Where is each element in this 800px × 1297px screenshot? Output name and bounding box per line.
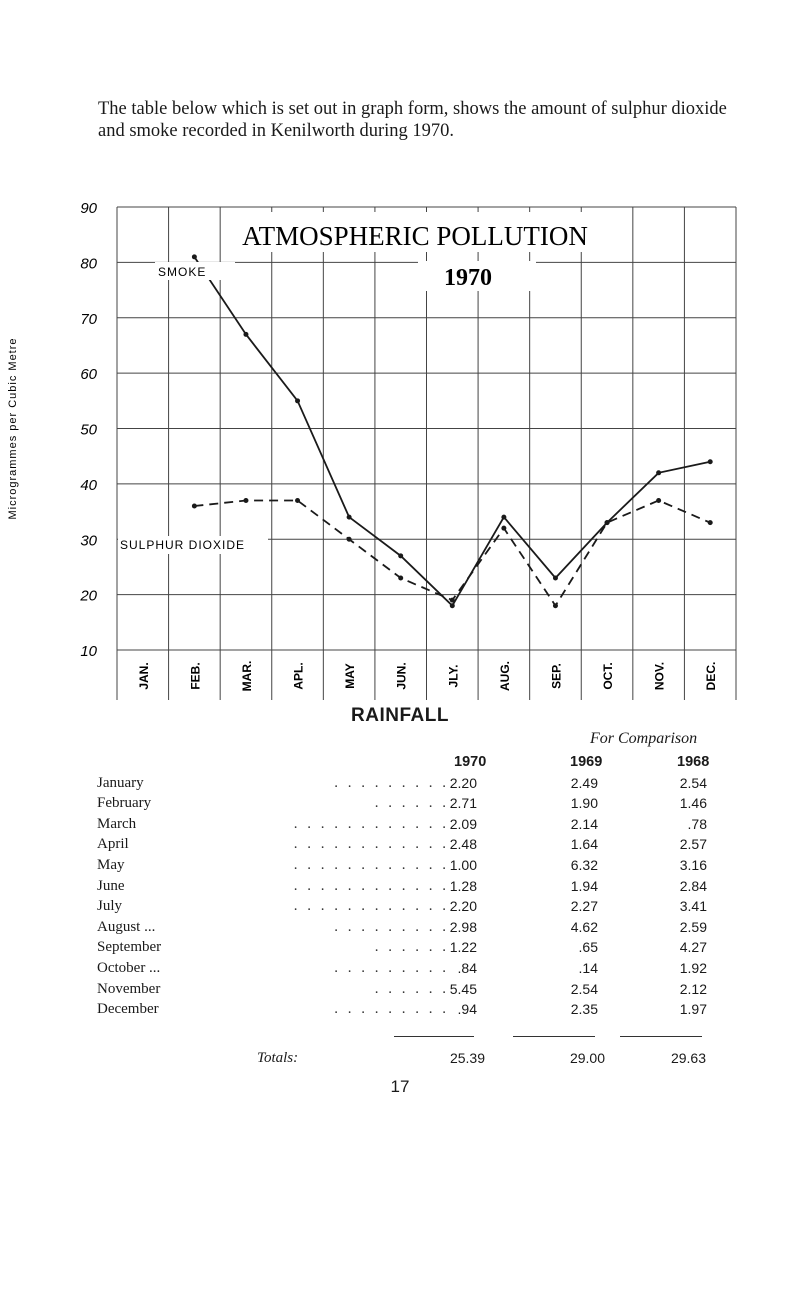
total-1970: 25.39 bbox=[449, 1050, 485, 1066]
month-label: July bbox=[97, 898, 123, 915]
month-label: October ... bbox=[97, 959, 161, 976]
value-1970: 1.22 bbox=[449, 939, 477, 956]
value-1969: .14 bbox=[578, 959, 598, 976]
chart-labels bbox=[7, 200, 718, 691]
value-1969: 4.62 bbox=[570, 918, 598, 935]
leader-dots: . . . . . . . . . bbox=[334, 959, 449, 976]
data-point bbox=[398, 553, 403, 558]
rainfall-row bbox=[97, 919, 737, 940]
category-label: JAN. bbox=[136, 662, 151, 690]
leader-dots: . . . . . . . . . . . . bbox=[293, 815, 449, 832]
month-label: December bbox=[97, 1001, 159, 1018]
value-1968: 1.46 bbox=[679, 795, 707, 812]
value-1970: 2.09 bbox=[449, 815, 477, 832]
y-tick-label: 40 bbox=[80, 476, 97, 494]
leader-dots: . . . . . . bbox=[374, 980, 449, 997]
leader-dots: . . . . . . . . . bbox=[334, 918, 449, 935]
y-tick-label: 60 bbox=[80, 366, 97, 384]
value-1969: .65 bbox=[578, 939, 598, 956]
value-1969: 2.49 bbox=[570, 774, 598, 791]
rainfall-row bbox=[97, 898, 737, 919]
category-label: MAR. bbox=[239, 660, 254, 692]
data-point bbox=[708, 520, 713, 525]
value-1969: 2.35 bbox=[570, 1001, 598, 1018]
rainfall-row bbox=[97, 878, 737, 899]
total-rule-1969 bbox=[513, 1036, 595, 1037]
leader-dots: . . . . . . . . . . . . bbox=[293, 836, 449, 853]
y-tick-label: 20 bbox=[80, 587, 97, 605]
data-point bbox=[450, 603, 455, 608]
category-label: NOV. bbox=[652, 661, 667, 691]
month-label: June bbox=[97, 877, 125, 894]
y-tick-label: 50 bbox=[80, 421, 97, 439]
rainfall-row bbox=[97, 960, 737, 981]
chart-title: ATMOSPHERIC POLLUTION bbox=[242, 221, 588, 251]
month-label: April bbox=[97, 836, 129, 853]
value-1970: 2.98 bbox=[449, 918, 477, 935]
data-point bbox=[605, 520, 610, 525]
rainfall-rows bbox=[97, 775, 737, 1022]
data-point bbox=[192, 254, 197, 259]
data-point bbox=[553, 576, 558, 581]
data-point bbox=[347, 537, 352, 542]
value-1968: 1.92 bbox=[679, 959, 707, 976]
value-1969: 6.32 bbox=[570, 856, 598, 873]
totals-label: Totals: bbox=[257, 1050, 299, 1066]
month-label: May bbox=[97, 856, 125, 873]
value-1970: 2.20 bbox=[449, 774, 477, 791]
data-point bbox=[295, 498, 300, 503]
rainfall-row bbox=[97, 1001, 737, 1022]
total-1968: 29.63 bbox=[670, 1050, 706, 1066]
leader-dots: . . . . . . . . . . . . bbox=[293, 856, 449, 873]
totals-row bbox=[0, 1050, 800, 1072]
month-label: August ... bbox=[97, 918, 156, 935]
total-1969: 29.00 bbox=[569, 1050, 605, 1066]
value-1968: 3.41 bbox=[679, 898, 707, 915]
value-1970: .94 bbox=[457, 1001, 477, 1018]
value-1968: 2.12 bbox=[679, 980, 707, 997]
category-label: OCT. bbox=[601, 662, 616, 690]
chart-series bbox=[192, 254, 713, 608]
value-1968: 2.57 bbox=[679, 836, 707, 853]
data-point bbox=[501, 515, 506, 520]
category-label: DEC. bbox=[704, 661, 719, 691]
page-number: 17 bbox=[390, 1077, 410, 1096]
leader-dots: . . . . . . . . . bbox=[334, 1001, 449, 1018]
rainfall-row bbox=[97, 857, 737, 878]
leader-dots: . . . . . . bbox=[374, 795, 449, 812]
value-1968: 2.84 bbox=[679, 877, 707, 894]
data-point bbox=[398, 576, 403, 581]
data-point bbox=[192, 504, 197, 509]
total-rule-1968 bbox=[620, 1036, 702, 1037]
month-label: September bbox=[97, 939, 162, 956]
month-label: January bbox=[97, 774, 144, 791]
rainfall-row bbox=[97, 981, 737, 1002]
rainfall-title: RAINFALL bbox=[351, 705, 449, 726]
data-point bbox=[243, 332, 248, 337]
value-1968: .78 bbox=[687, 815, 707, 832]
value-1969: 1.64 bbox=[570, 836, 598, 853]
rainfall-row bbox=[97, 939, 737, 960]
leader-dots: . . . . . . . . . . . . bbox=[293, 877, 449, 894]
data-point bbox=[553, 603, 558, 608]
category-label: APL. bbox=[291, 662, 306, 690]
rainfall-row bbox=[97, 775, 737, 796]
category-label: FEB. bbox=[188, 662, 203, 690]
chart-subtitle: 1970 bbox=[444, 265, 492, 291]
value-1968: 3.16 bbox=[679, 856, 707, 873]
category-label: MAY bbox=[343, 663, 358, 689]
value-1969: 2.14 bbox=[570, 815, 598, 832]
value-1970: 1.00 bbox=[449, 856, 477, 873]
intro-paragraph: The table below which is set out in graph form, shows the amount of sulphur dioxide and smoke recorded in Kenilworth during 1970. bbox=[98, 99, 727, 141]
data-point bbox=[656, 498, 661, 503]
leader-dots: . . . . . . bbox=[374, 939, 449, 956]
y-axis-label: Microgrammes per Cubic Metre bbox=[7, 337, 19, 520]
data-point bbox=[656, 470, 661, 475]
value-1970: 5.45 bbox=[449, 980, 477, 997]
header-1968: 1968 bbox=[677, 754, 710, 770]
rainfall-row bbox=[97, 816, 737, 837]
y-tick-label: 80 bbox=[80, 255, 97, 273]
value-1968: 1.97 bbox=[679, 1001, 707, 1018]
value-1968: 2.54 bbox=[679, 774, 707, 791]
rainfall-table bbox=[97, 754, 737, 1022]
category-label: AUG. bbox=[497, 661, 512, 691]
category-label: SEP. bbox=[549, 663, 564, 689]
data-point bbox=[708, 459, 713, 464]
total-rules bbox=[0, 1036, 800, 1038]
rainfall-header-row bbox=[97, 754, 737, 775]
data-point bbox=[501, 526, 506, 531]
data-point bbox=[450, 598, 455, 603]
rainfall-row bbox=[97, 795, 737, 816]
category-label: JLY. bbox=[446, 664, 461, 688]
total-rule-1970 bbox=[394, 1036, 474, 1037]
category-label: JUN. bbox=[394, 662, 409, 690]
month-label: February bbox=[97, 795, 152, 812]
value-1970: 2.20 bbox=[449, 898, 477, 915]
value-1970: 2.71 bbox=[449, 795, 477, 812]
value-1968: 4.27 bbox=[679, 939, 707, 956]
header-1969: 1969 bbox=[570, 754, 603, 770]
value-1969: 2.27 bbox=[570, 898, 598, 915]
leader-dots: . . . . . . . . . bbox=[334, 774, 449, 791]
y-tick-label: 90 bbox=[80, 200, 97, 217]
y-tick-label: 70 bbox=[80, 310, 97, 328]
value-1969: 1.94 bbox=[570, 877, 598, 894]
leader-dots: . . . . . . . . . . . . bbox=[293, 898, 449, 915]
value-1969: 1.90 bbox=[570, 795, 598, 812]
comparison-label: For Comparison bbox=[590, 730, 698, 747]
y-tick-label: 30 bbox=[80, 532, 97, 550]
month-label: March bbox=[97, 815, 137, 832]
header-1970: 1970 bbox=[454, 754, 487, 770]
value-1970: 1.28 bbox=[449, 877, 477, 894]
value-1970: .84 bbox=[457, 959, 477, 976]
sulphur-dioxide-series-label: SULPHUR DIOXIDE bbox=[120, 538, 246, 552]
data-point bbox=[347, 515, 352, 520]
data-point bbox=[243, 498, 248, 503]
value-1968: 2.59 bbox=[679, 918, 707, 935]
data-point bbox=[295, 398, 300, 403]
value-1970: 2.48 bbox=[449, 836, 477, 853]
y-tick-label: 10 bbox=[80, 643, 97, 660]
month-label: November bbox=[97, 980, 161, 997]
rainfall-row bbox=[97, 836, 737, 857]
value-1969: 2.54 bbox=[570, 980, 598, 997]
smoke-series-label: SMOKE bbox=[158, 265, 207, 279]
